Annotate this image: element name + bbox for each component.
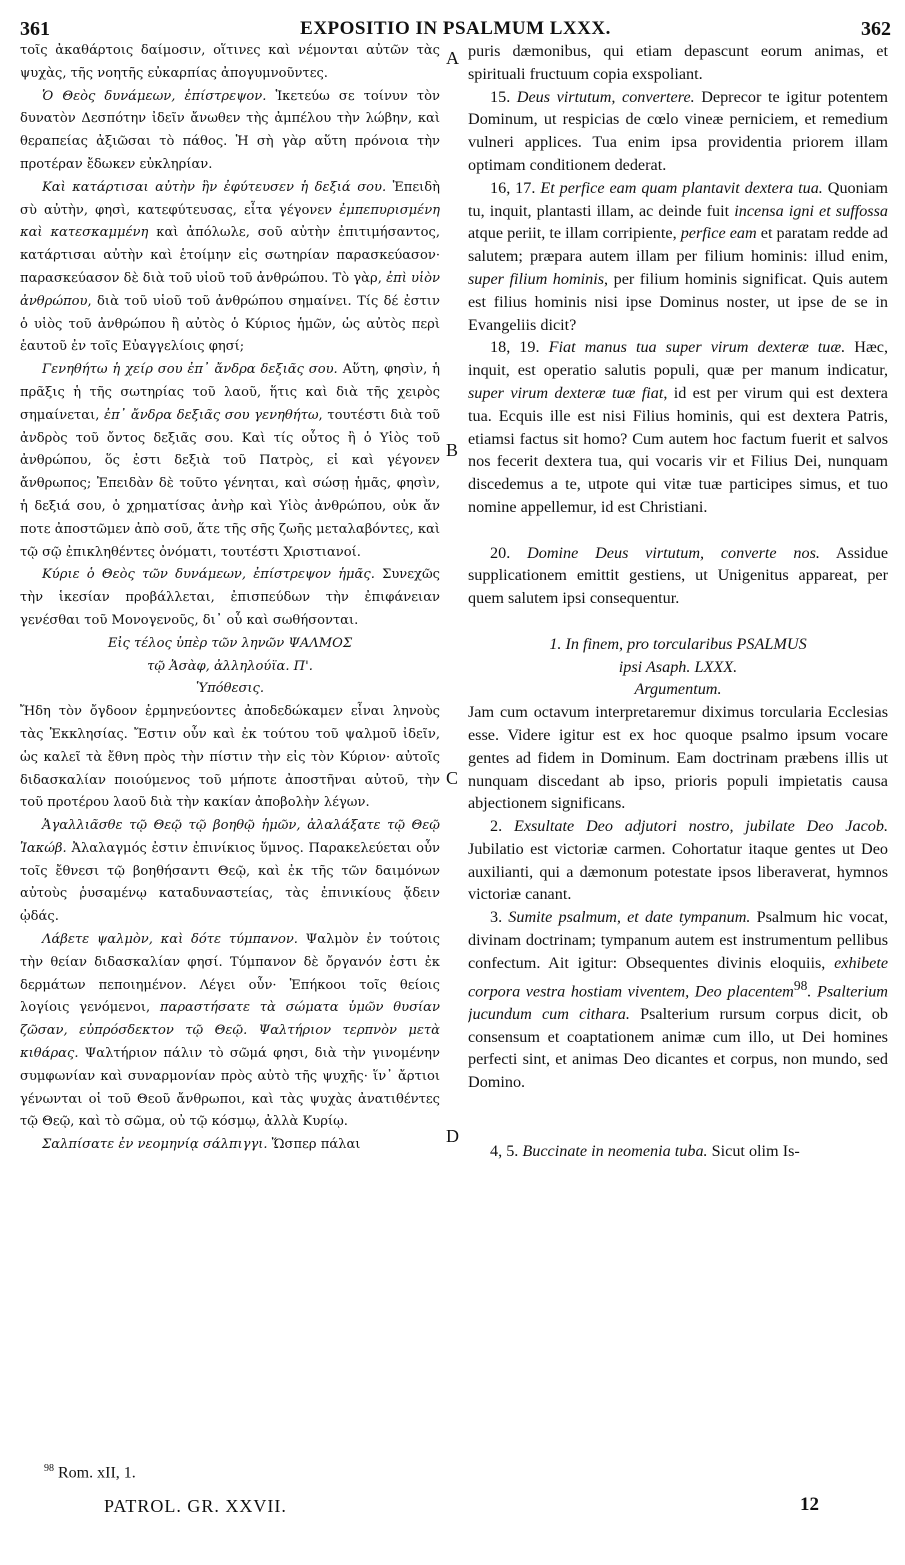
greek-text: τοῖς ἀκαθάρτοις δαίμοσιν, οἵτινες καὶ νέμονται αὐτῶν τὰς ψυχὰς, τῆς νοητῆς εὐκαρπίας ἀπογυμνοῦντες.	[20, 43, 440, 81]
greek-text: Ἀλαλαγμός ἐστιν ἐπινίκιος ὕμνος. Παρακελεύεται οὖν τοῖς ἔθνεσι τῷ βοηθήσαντι Θεῷ, καὶ ἐκ τῆς τῶν δαιμόνων αὐτοὺς ῥυσαμένῳ καταδυναστείας, τὰς ἐπινικίους ᾄδειν ᾠδάς.	[20, 840, 440, 925]
latin-text: Quoniam tu, inquit, plantasti illam, ac deinde fuit	[468, 178, 888, 220]
latin-text: puris dæmonibus, qui etiam depascunt eorum animas, et spirituali fructuum copia exspoliant.	[468, 42, 888, 83]
latin-text: Psalterium rursum corpus dicit, ob consensum et coaptationem animæ cum illo, ut Dei homines perfecti sint, et animas Deo dicantes et corpus, non mundo, sed Domino.	[468, 1004, 888, 1092]
latin-title-line: ipsi Asaph. LXXX.	[618, 657, 738, 676]
latin-psalm-title	[468, 656, 888, 679]
latin-paragraph	[468, 906, 888, 1094]
verse-number: 16, 17.	[490, 178, 536, 197]
spacer	[468, 1094, 888, 1140]
latin-psalm-title	[468, 633, 888, 656]
margin-marker-d: D	[446, 1126, 459, 1146]
greek-quote: παραστήσατε τὰ σώματα ὑμῶν θυσίαν ζῶσαν, εὐπρόσδεκτον τῷ Θεῷ. Ψαλτήριον τερπνὸν μετὰ κιθάρας.	[20, 1000, 440, 1062]
right-page-number: 362	[861, 18, 891, 40]
latin-lemma: Deus virtutum, convertere.	[516, 87, 695, 106]
latin-quote: super virum dexteræ tuæ fiat	[468, 383, 664, 402]
greek-lemma: Λάβετε ψαλμὸν, καὶ δότε τύμπανον.	[42, 932, 298, 948]
greek-psalm-title	[20, 656, 440, 679]
greek-text: Αὕτη, φησὶν, ἡ πρᾶξις ἡ τῆς σωτηρίας τοῦ λαοῦ, ἥτις καὶ διὰ τῆς χειρὸς σημαίνεται,	[20, 362, 440, 423]
greek-lemma: Ὁ Θεὸς δυνάμεων, ἐπίστρεψον.	[42, 88, 267, 104]
verse-number: 4, 5.	[490, 1141, 519, 1160]
latin-column	[468, 40, 888, 1450]
greek-text: Ἤδη τὸν ὄγδοον ἑρμηνεύοντες ἀποδεδώκαμεν εἶναι ληνοὺς τὰς Ἐκκλησίας. Ἔστιν οὖν καὶ ἐκ τούτου τοῦ ψαλμοῦ ἰδεῖν, ὡς καλεῖ τὰ ἔθνη πρὸς τὴν πίστιν τὴν εἰς τὸν Κύριον· αὐτοῖς διδασκαλίαν ποιούμενος τοῦ μήποτε ἀποστῆναι αὐτοῦ, τὴν τοῦ προτέρου λαοῦ διὰ τὴν κακίαν ἀποβολὴν λέγων.	[20, 704, 440, 811]
greek-lemma: Ἀγαλλιᾶσθε τῷ Θεῷ τῷ βοηθῷ ἡμῶν, ἀλαλάξατε τῷ Θεῷ Ἰακώβ.	[20, 818, 440, 856]
greek-quote: ἐπ᾽ ἄνδρα δεξιᾶς σου γενηθήτω	[104, 407, 319, 423]
latin-lemma: Exsultate Deo adjutori nostro, jubilate Deo Jacob.	[513, 817, 888, 836]
greek-paragraph	[20, 359, 440, 564]
footnote-mark: 98	[44, 1463, 54, 1474]
greek-quote: ἐμπεπυρισμένη καὶ κατεσκαμμένη	[20, 202, 440, 241]
latin-quote: exhibete corpora vestra hostiam viventem, Deo placentem	[468, 953, 888, 1001]
greek-lemma: Καὶ κατάρτισαι αὐτὴν ἣν ἐφύτευσεν ἡ δεξιά σου.	[42, 179, 387, 195]
margin-marker-b: B	[446, 440, 459, 460]
greek-lemma: Κύριε ὁ Θεὸς τῶν δυνάμεων, ἐπίστρεψον ἡμᾶς.	[42, 567, 375, 583]
greek-paragraph	[20, 1134, 440, 1157]
greek-text: Ἱκετεύω σε τοίνυν τὸν δυνατὸν Δεσπότην ἰδεῖν ἄνωθεν τὴς ἀμπέλου τὴν λώβην, καὶ θεραπείας ἀξιῶσαι τὸ πάθος. Ἡ σὴ γὰρ αὕτη πρόνοια τὴν προτέραν ἔδωκεν εὐκληρίαν.	[20, 88, 440, 172]
footnote-text: Rom. xII, 1.	[54, 1464, 136, 1482]
greek-paragraph	[20, 929, 440, 1134]
latin-lemma: Sumite psalmum, et date tympanum.	[508, 908, 751, 927]
latin-paragraph	[468, 336, 888, 518]
left-page-number: 361	[20, 18, 50, 40]
latin-text: Hæc, inquit, est operatio salutis populi, quæ per manum indicatur,	[468, 338, 888, 380]
greek-paragraph	[20, 177, 440, 359]
latin-text: Deprecor te igitur potentem Dominum, ut respicias de cœlo vineæ perniciem, et remedium vulneri applices. Tua enim ipsa providentia priorem illam optimam conditionem dederat.	[468, 87, 888, 174]
greek-column	[20, 40, 440, 1450]
verse-number: 18, 19.	[490, 338, 540, 357]
latin-text: Sicut olim Is-	[707, 1141, 800, 1160]
margin-marker-c: C	[446, 768, 459, 788]
greek-text: Ἐπειδὴ σὺ αὐτὴν, φησὶ, κατεφύτευσας, εἶτα γέγονεν	[20, 179, 440, 218]
greek-paragraph	[20, 40, 440, 86]
latin-text: , id est per virum qui est dextera tua. Ecquis ille est nisi Filius hominis, qui est dextera Patris, etiamsi factus sit homo? Cum autem hoc factum fuerit et salvos nos fecerit dextera tua, qui vocaris vir et Filius Dei, nunquam discedemus a te, utpote qui vitæ tuæ participes simus, et tuo nomine appellemur, id est Christiani.	[468, 383, 888, 516]
footer-gathering-number: 12	[800, 1494, 819, 1515]
verse-number: 3.	[490, 908, 503, 927]
footnote	[44, 1463, 136, 1482]
greek-title-line: Ὑπόθεσις.	[195, 681, 265, 697]
greek-title-line: Εἰς τέλος ὑπὲρ τῶν ληνῶν ΨΑΛΜΟΣ	[107, 635, 353, 651]
greek-text: Ὥσπερ πάλαι	[267, 1137, 361, 1153]
latin-paragraph	[468, 40, 888, 86]
verse-number: 15.	[490, 87, 511, 106]
latin-title-line: 1. In finem, pro torcularibus PSALMUS	[549, 634, 807, 653]
latin-text: , per filium hominis significat. Quis autem est filius hominis nisi ipse Dominus noster, ut ipse de se in Evangeliis dicit?	[468, 269, 888, 334]
greek-text: Ψαλμὸν ἐν τούτοις τὴν θείαν διδασκαλίαν φησί. Τύμπανον δὲ ὄργανόν ἐστι ἐκ δερμάτων πεποιημένον. Λέγει οὖν· Ἐπήκοοι τοῖς θείοις λογίοις γενόμενοι,	[20, 932, 440, 1016]
greek-title-line: τῷ Ἀσὰφ, ἀλληλούϊα. Π'.	[147, 658, 313, 674]
greek-paragraph	[20, 701, 440, 815]
latin-paragraph	[468, 1140, 888, 1163]
margin-marker-a: A	[446, 48, 459, 68]
greek-text: , τουτέστι διὰ τοῦ ἀνδρὸς τοῦ ὄντος δεξιᾶς σου. Καὶ τίς οὗτος ἢ ὁ Υἱὸς τοῦ ἀνθρώπου, ὅς ἐστι δεξιὰ τοῦ Πατρὸς, εἰ καὶ γέγονεν ἄνθρωπος; Ἐπειδὰν δὲ τοῦτο γένηται, καὶ σώσῃ ἡμᾶς, φησὶν, ἡ δεξιά σου, ὁ χρηματίσας ἀνὴρ καὶ Υἱὸς ἀνθρώπου, οὐκ ἄν ποτε ἀποστῶμεν ἀπὸ σοῦ, ἅτε τῆς σῆς ζωῆς μεταλαβόντες, καὶ τῷ σῷ ἐπικληθέντες ὀνόματι, τουτέστι Χριστιανοί.	[20, 407, 440, 560]
latin-quote: perfice eam	[680, 224, 757, 243]
verse-number: 2.	[490, 817, 503, 836]
latin-title-line: Argumentum.	[634, 680, 722, 699]
latin-lemma: Et perfice eam quam plantavit dextera tua.	[540, 178, 823, 197]
latin-paragraph	[468, 86, 888, 177]
greek-lemma: Σαλπίσατε ἐν νεομηνίᾳ σάλπιγγι.	[42, 1137, 268, 1153]
latin-text: Jubilatio est victoriæ carmen. Cohortatur itaque gentes ut Deo auxilianti, qui a dæmonum potestate ipsos liberaverat, hymnos victoriæ canant.	[468, 839, 888, 904]
running-title: EXPOSITIO IN PSALMUM LXXX.	[300, 18, 611, 39]
latin-paragraph	[468, 701, 888, 815]
greek-text: Συνεχῶς τὴν ἱκεσίαν προβάλλεται, ἐπισπεύδων τὴν ἐπιφάνειαν γενέσθαι τοῦ Μονογενοῦς, δι᾽ οὗ καὶ σωθήσονται.	[20, 567, 440, 628]
greek-text: καὶ ἀπόλωλε, σοῦ αὐτὴν ἐπιτιμήσαντος, κατάρτισαι αὐτὴν καὶ ἑτοίμην εἰς σωτηρίαν παρασκεύασον· παρασκεύασον δὲ διὰ τοῦ υἱοῦ τοῦ ἀνθρώπου. Τὸ γὰρ,	[20, 225, 440, 286]
latin-paragraph	[468, 542, 888, 610]
latin-lemma: Buccinate in neomenia tuba.	[522, 1141, 708, 1160]
greek-text: Ψαλτήριον πάλιν τὸ σῶμά φησι, διὰ τὴν γινομένην συμφωνίαν καὶ συναρμονίαν πρὸς αὐτὸ τῆς ψυχῆς· ἵν᾽ ἄρτιοι γένωνται οἱ τοῦ Θεοῦ ἄνθρωποι, καὶ τὰς ψυχὰς ἀνατιθέντες τῷ Θεῷ, καὶ τὸ σῶμα, οὐ τῷ κόσμῳ, ἀλλὰ Κυρίῳ.	[20, 1046, 440, 1130]
latin-lemma: Fiat manus tua super virum dexteræ tuæ.	[548, 338, 846, 357]
latin-lemma: Domine Deus virtutum, converte nos.	[527, 543, 820, 562]
latin-paragraph	[468, 177, 888, 337]
latin-argument-heading	[468, 678, 888, 701]
greek-lemma: Γενηθήτω ἡ χείρ σου ἐπ᾽ ἄνδρα δεξιᾶς σου.	[42, 362, 338, 378]
latin-text: Jam cum octavum interpretaremur diximus torcularia Ecclesias esse. Videre igitur est ex hoc quoque psalmo ipsum vocare gentes ad fidem in Dominum. Eam doctrinam præbens illis ut nunquam discedant ab ipso, prioris populi impietatis causa abjectionem significans.	[468, 703, 888, 813]
greek-argument-heading	[20, 678, 440, 701]
greek-text: , διὰ τοῦ υἱοῦ τοῦ ἀνθρώπου σημαίνει. Τίς δέ ἐστιν ὁ υἱὸς τοῦ ἀνθρώπου ἢ αὐτὸς ὁ Κύριος ἡμῶν, ὡς αὐτὸς περὶ ἑαυτοῦ ἐν τοῖς Εὐαγγελίοις φησί;	[20, 293, 440, 355]
latin-quote: . Psalterium jucundum cum cithara.	[468, 982, 888, 1023]
latin-text: Assidue supplicationem emittit gestiens, ut Unigenitus appareat, per quem salutem ipsi consequentur.	[468, 543, 888, 608]
latin-quote: incensa igni et suffossa	[734, 201, 888, 220]
latin-text: atque periit, te illam corripiente,	[468, 224, 681, 243]
latin-paragraph	[468, 815, 888, 906]
greek-paragraph	[20, 86, 440, 177]
footer-signature: PATROL. GR. XXVII.	[104, 1496, 287, 1516]
latin-text: et paratam redde ad salutem; præpara autem illam per filium hominis: illud enim,	[468, 224, 888, 266]
footnote-reference: 98	[793, 977, 808, 993]
greek-paragraph	[20, 815, 440, 929]
greek-psalm-title	[20, 633, 440, 656]
greek-paragraph	[20, 564, 440, 632]
verse-number: 20.	[490, 543, 511, 562]
spacer	[468, 519, 888, 542]
spacer	[468, 610, 888, 633]
greek-quote: ἐπὶ υἱὸν ἀνθρώπου	[20, 270, 440, 309]
latin-quote: super filium hominis	[468, 269, 605, 288]
latin-text: Psalmum hic vocat, divinam doctrinam; tympanum autem est instrumentum pellibus confectum. Ait igitur: Obsequentes divinis eloquiis,	[468, 908, 888, 972]
